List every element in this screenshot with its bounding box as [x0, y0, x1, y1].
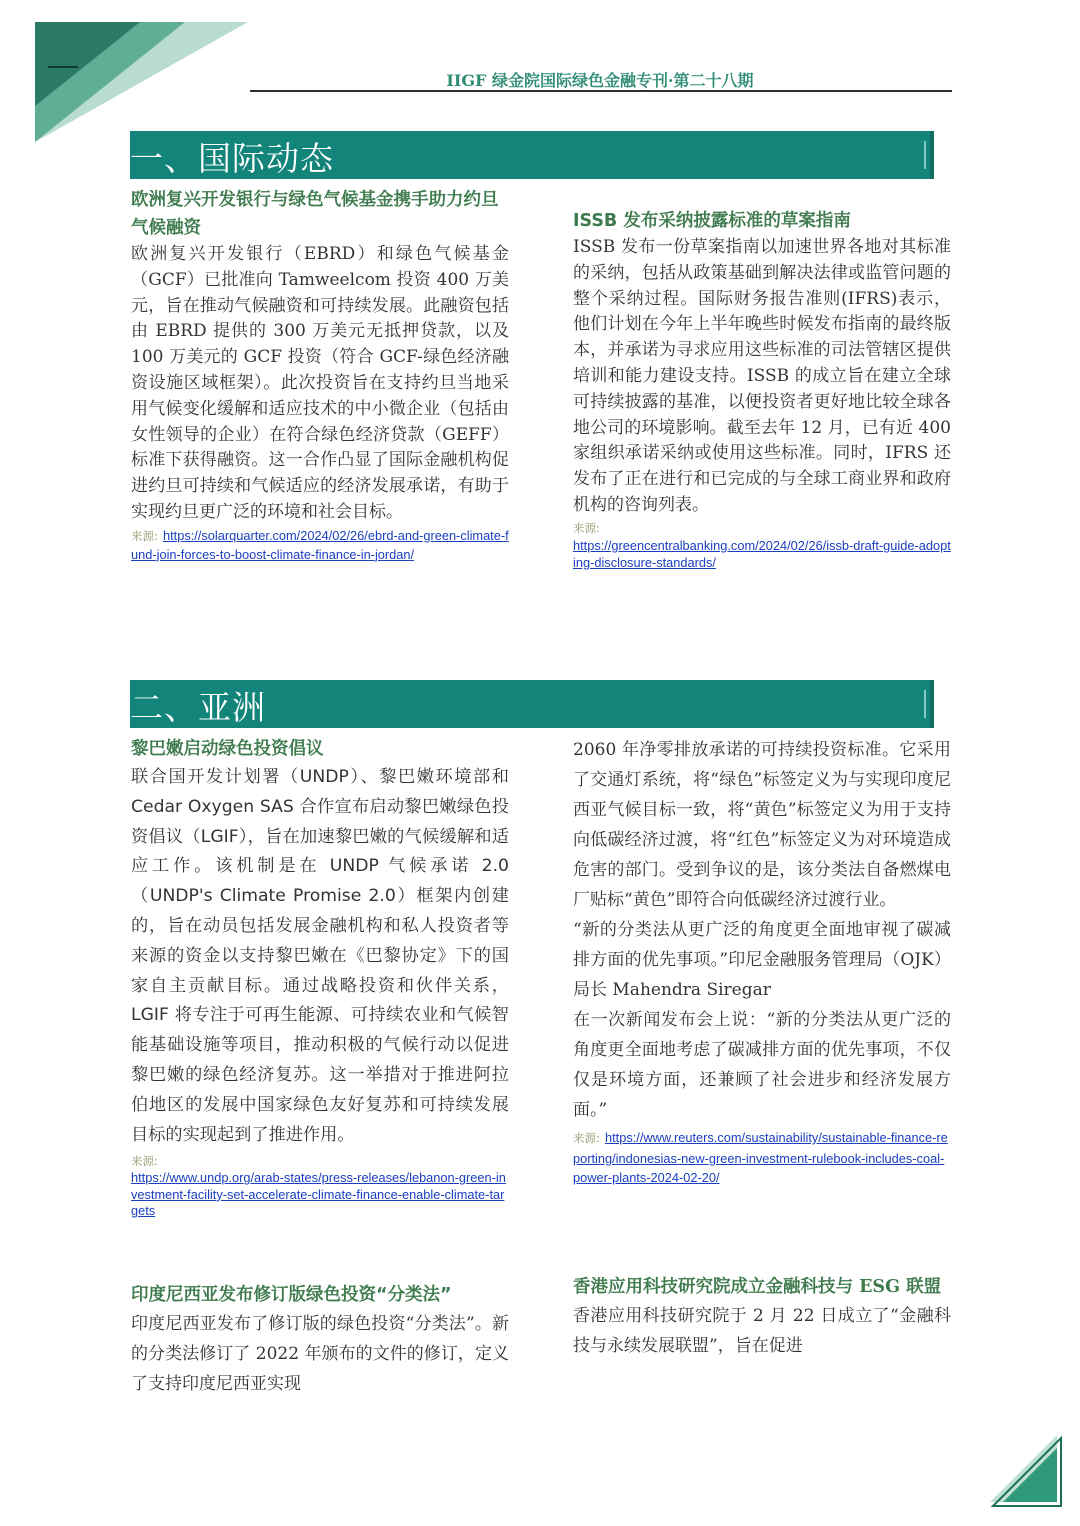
section-banner-international — [130, 131, 934, 179]
article-headline: 欧洲复兴开发银行与绿色气候基金携手助力约旦气候融资 — [131, 190, 499, 238]
source-link[interactable]: https://www.reuters.com/sustainability/sustainable-finance-reporting/indonesias-new-green-investment-rulebook-includes-coal-power-plants-2024-02-20/ — [573, 1130, 948, 1185]
section-banner-asia — [130, 680, 934, 728]
section-title: 二、亚洲 — [130, 688, 266, 727]
source-label: 来源: — [573, 1131, 600, 1145]
article-body: 香港应用科技研究院于 2 月 22 日成立了“金融科技与永续发展联盟”，旨在促进 — [573, 1306, 951, 1356]
article-lebanon — [131, 735, 509, 1220]
source-label: 来源: — [131, 1154, 158, 1169]
article-body: ISSB 发布一份草案指南以加速世界各地对其标准的采纳，包括从政策基础到解决法律或监管问题的整个采纳过程。国际财务报告准则(IFRS)表示，他们计划在今年上半年晚些时候发布指南的最终版本，并承诺为寻求应用这些标准的司法管辖区提供培训和能力建设支持。ISSB 的成立旨在建立全球可持续披露的基准，以便投资者更好地比较全球各地公司的环境影响。截至去年 12 月，已有近 400 家组织承诺采纳或使用这些标准。同时，IFRS 还发布了正在进行和已完成的与全球工商业界和政府机构的咨询列表。 — [573, 237, 951, 515]
source-label: 来源: — [573, 520, 600, 535]
article-ebrd — [131, 186, 509, 563]
banner-notch — [924, 141, 926, 169]
source-label: 来源: — [131, 528, 158, 543]
article-quote: 在一次新闻发布会上说：“新的分类法从更广泛的角度更全面地考虑了碳减排方面的优先事项，不仅仅是环境方面，还兼顾了社会进步和经济发展方面。” — [573, 1010, 951, 1120]
article-body: 欧洲复兴开发银行（EBRD）和绿色气候基金（GCF）已批准向 Tamweelcom 投资 400 万美元，旨在推动气候融资和可持续发展。此融资包括由 EBRD 提供的 300 万美元无抵押贷款，以及 100 万美元的 GCF 投资（符合 GCF-绿色经济融资设施区域框架）。此次投资旨在支持约旦当地采用气候变化缓解和适应技术的中小微企业（包括由女性领导的企业）在符合绿色经济贷款（GEFF）标准下获得融资。这一合作凸显了国际金融机构促进约旦可持续和气候适应的经济发展承诺，有助于实现约旦更广泛的环境和社会目标。 — [131, 244, 509, 522]
article-indonesia — [131, 1281, 509, 1399]
article-issb — [573, 207, 951, 571]
source-link[interactable]: https://solarquarter.com/2024/02/26/ebrd-and-green-climate-fund-join-forces-to-boost-climate-finance-in-jordan/ — [131, 527, 509, 562]
banner-notch — [924, 690, 926, 718]
section-title: 一、国际动态 — [130, 139, 334, 178]
article-body: 2060 年净零排放承诺的可持续投资标准。它采用了交通灯系统，将“绿色”标签定义为与实现印度尼西亚气候目标一致，将“黄色”标签定义为用于支持向低碳经济过渡，将“红色”标签定义为对环境造成危害的部门。受到争议的是，该分类法自备燃煤电厂贴标“黄色”即符合向低碳经济过渡行业。 — [573, 740, 951, 910]
article-indonesia-continued — [573, 735, 951, 1186]
corner-decoration-top-left — [0, 0, 260, 150]
corner-decoration-bottom-right — [985, 1430, 1065, 1510]
article-body: 联合国开发计划署（UNDP）、黎巴嫩环境部和 Cedar Oxygen SAS 合作宣布启动黎巴嫩绿色投资倡议（LGIF），旨在加速黎巴嫩的气候缓解和适应工作。该机制是在 UNDP 气候承诺 2.0（UNDP's Climate Promise 2.0）框架内创建的，旨在动员包括发展金融机构和私人投资者等来源的资金以支持黎巴嫩在《巴黎协定》下的国家自主贡献目标。通过战略投资和伙伴关系，LGIF 将专注于可再生能源、可持续农业和气候智能基础设施等项目，推动积极的气候行动以促进黎巴嫩的绿色经济复苏。这一举措对于推进阿拉伯地区的发展中国家绿色友好复苏和可持续发展目标的实现起到了推进作用。 — [131, 767, 509, 1145]
article-quote: “新的分类法从更广泛的角度更全面地审视了碳减排方面的优先事项。”印尼金融服务管理局（OJK）局长 Mahendra Siregar — [573, 920, 951, 1000]
article-headline: 香港应用科技研究院成立金融科技与 ESG 联盟 — [573, 1277, 942, 1297]
article-body: 印度尼西亚发布了修订版的绿色投资“分类法”。新的分类法修订了 2022 年颁布的文件的修订，定义了支持印度尼西亚实现 — [131, 1314, 509, 1394]
header-divider — [250, 90, 952, 92]
source-link[interactable]: https://www.undp.org/arab-states/press-releases/lebanon-green-investment-facility-set-accelerate-climate-finance-enable-climate-targets — [131, 1170, 506, 1219]
journal-header-title: IIGF 绿金院国际绿色金融专刊·第二十八期 — [446, 71, 754, 90]
article-headline: ISSB 发布采纳披露标准的草案指南 — [573, 211, 851, 231]
source-link[interactable]: https://greencentralbanking.com/2024/02/26/issb-draft-guide-adopting-disclosure-standards/ — [573, 537, 951, 570]
article-headline: 黎巴嫩启动绿色投资倡议 — [131, 739, 324, 759]
corner-dash — [48, 66, 78, 68]
article-headline: 印度尼西亚发布修订版绿色投资“分类法” — [131, 1285, 452, 1305]
article-hkastri — [573, 1273, 951, 1361]
